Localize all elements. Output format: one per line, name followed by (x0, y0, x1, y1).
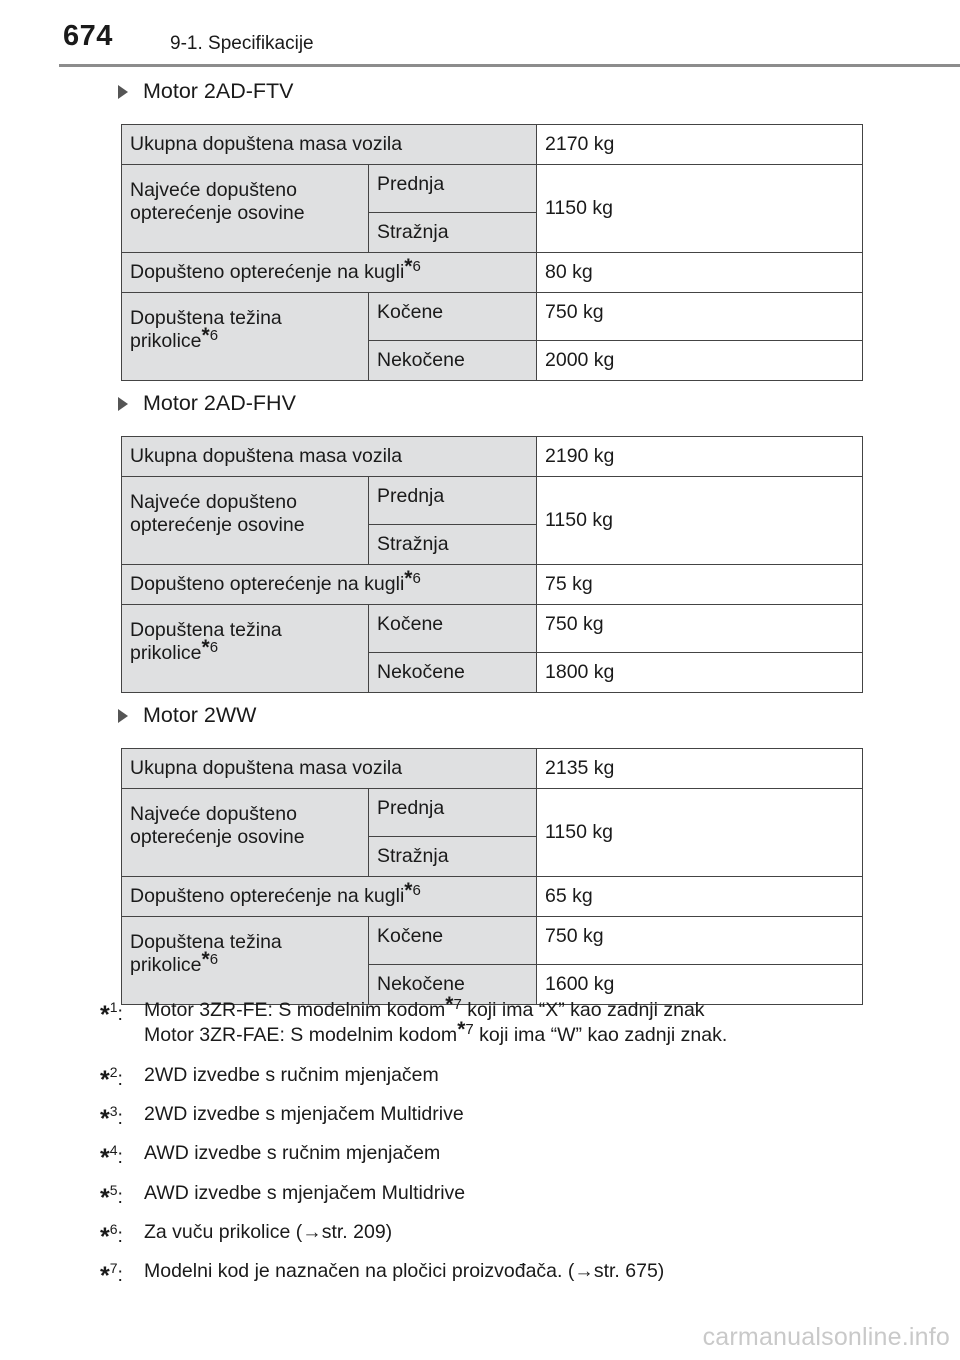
axle-load-value: 1150 kg (537, 477, 863, 565)
page-header (0, 0, 960, 70)
unbraked-value: 1600 kg (537, 965, 863, 1005)
table-row (122, 477, 863, 525)
footnote-marker: *$^6$: (100, 1221, 123, 1252)
footnote-4 (100, 1141, 920, 1173)
ball-load-label: Dopušteno opterećenje na kugli$^{*6}$ (122, 565, 537, 605)
spec-table-2ad-fhv (121, 436, 863, 693)
table-row (122, 605, 863, 653)
table-row (122, 165, 863, 213)
table-row (122, 877, 863, 917)
triangle-bullet-icon (118, 85, 128, 99)
table-row (122, 125, 863, 165)
trailer-weight-label: Dopuštena težina prikolice$^{*6}$ (122, 605, 369, 693)
total-mass-value: 2170 kg (537, 125, 863, 165)
total-mass-label: Ukupna dopuštena masa vozila (122, 749, 537, 789)
engine-heading-label: Motor 2WW (143, 703, 257, 727)
footnote-text: Za vuču prikolice (→str. 209) (144, 1221, 393, 1244)
front-axle-label: Prednja (369, 477, 537, 525)
header-rule (59, 64, 960, 67)
footnote-marker: *$^7$: (100, 1260, 123, 1291)
rear-axle-label: Stražnja (369, 525, 537, 565)
axle-load-label: Najveće dopušteno opterećenje osovine (122, 165, 369, 253)
table-row (122, 917, 863, 965)
footnote-marker: *$^3$: (100, 1103, 123, 1134)
footnote-marker: *$^1$: (100, 999, 123, 1029)
braked-value: 750 kg (537, 293, 863, 341)
table-row (122, 253, 863, 293)
ball-load-label: Dopušteno opterećenje na kugli$^{*6}$ (122, 877, 537, 917)
trailer-weight-label: Dopuštena težina prikolice$^{*6}$ (122, 293, 369, 381)
footnote-marker: *$^4$: (100, 1142, 123, 1173)
page-number: 674 (63, 20, 113, 52)
footnote-text: 2WD izvedbe s ručnim mjenjačem (144, 1063, 439, 1086)
axle-load-label: Najveće dopušteno opterećenje osovine (122, 789, 369, 877)
braked-label: Kočene (369, 293, 537, 341)
table-row (122, 749, 863, 789)
triangle-bullet-icon (118, 709, 128, 723)
unbraked-label: Nekočene (369, 653, 537, 693)
total-mass-value: 2135 kg (537, 749, 863, 789)
footnote-text: 2WD izvedbe s mjenjačem Multidrive (144, 1103, 464, 1126)
engine-heading-label: Motor 2AD-FTV (143, 79, 294, 103)
footnote-text: AWD izvedbe s ručnim mjenjačem (144, 1142, 441, 1165)
braked-label: Kočene (369, 605, 537, 653)
footnote-line: Motor 3ZR-FAE: S modelnim kodom$^{*7}$ koji ima “W” kao zadnji znak. (144, 1018, 728, 1047)
table-row (122, 565, 863, 605)
table-row (122, 293, 863, 341)
ball-load-value: 80 kg (537, 253, 863, 293)
footnote-line: Motor 3ZR-FE: S modelnim kodom$^{*7}$ koji ima “X” kao zadnji znak (144, 993, 705, 1021)
unbraked-value: 2000 kg (537, 341, 863, 381)
total-mass-label: Ukupna dopuštena masa vozila (122, 437, 537, 477)
engine-heading-2ad-fhv (118, 391, 296, 416)
axle-load-label: Najveće dopušteno opterećenje osovine (122, 477, 369, 565)
ball-load-value: 75 kg (537, 565, 863, 605)
rear-axle-label: Stražnja (369, 837, 537, 877)
footnote-6 (100, 1220, 920, 1252)
braked-value: 750 kg (537, 605, 863, 653)
footnote-1 (100, 993, 920, 1049)
footnote-marker: *$^2$: (100, 1063, 123, 1094)
footnote-marker: *$^5$: (100, 1181, 123, 1212)
section-title: 9-1. Specifikacije (170, 33, 314, 54)
watermark: carmanualsonline.info (702, 1323, 950, 1351)
ball-load-label: Dopušteno opterećenje na kugli$^{*6}$ (122, 253, 537, 293)
footnote-5 (100, 1181, 920, 1212)
table-row (122, 789, 863, 837)
axle-load-value: 1150 kg (537, 165, 863, 253)
triangle-bullet-icon (118, 397, 128, 411)
spec-table-2ww (121, 748, 863, 1005)
engine-heading-2ad-ftv (118, 79, 294, 104)
front-axle-label: Prednja (369, 789, 537, 837)
unbraked-label: Nekočene (369, 965, 537, 1005)
footnote-text: AWD izvedbe s mjenjačem Multidrive (144, 1181, 466, 1204)
engine-heading-label: Motor 2AD-FHV (143, 391, 296, 415)
footnote-text: Modelni kod je naznačen na pločici proizvođača. (→str. 675) (144, 1260, 665, 1283)
braked-label: Kočene (369, 917, 537, 965)
footnote-2 (100, 1063, 920, 1094)
ball-load-value: 65 kg (537, 877, 863, 917)
footnote-7 (100, 1259, 920, 1291)
engine-heading-2ww (118, 703, 256, 728)
table-row (122, 437, 863, 477)
footnotes (100, 993, 920, 1299)
footnote-3 (100, 1102, 920, 1134)
spec-table-2ad-ftv (121, 124, 863, 381)
rear-axle-label: Stražnja (369, 213, 537, 253)
axle-load-value: 1150 kg (537, 789, 863, 877)
total-mass-label: Ukupna dopuštena masa vozila (122, 125, 537, 165)
total-mass-value: 2190 kg (537, 437, 863, 477)
front-axle-label: Prednja (369, 165, 537, 213)
trailer-weight-label: Dopuštena težina prikolice$^{*6}$ (122, 917, 369, 1005)
unbraked-label: Nekočene (369, 341, 537, 381)
braked-value: 750 kg (537, 917, 863, 965)
unbraked-value: 1800 kg (537, 653, 863, 693)
